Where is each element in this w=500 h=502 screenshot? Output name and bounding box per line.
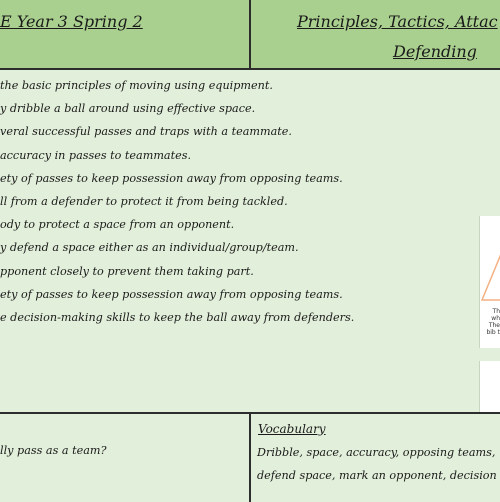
objective-item: ety of passes to keep possession away from opposing teams.	[0, 171, 343, 185]
vocabulary-line-2: defend space, mark an opponent, decision	[257, 469, 497, 482]
objective-item: the basic principles of moving using equipment.	[0, 79, 273, 92]
objective-item: ody to protect a space from an opponent.	[0, 218, 235, 232]
topic-title-line2: Defending	[393, 42, 477, 61]
objective-item: ll from a defender to protect it from being tackled.	[0, 194, 288, 208]
objective-item: y defend a space either as an individual/group/team.	[0, 241, 299, 255]
diagram-card-triangle	[479, 216, 500, 348]
key-question: lly pass as a team?	[0, 444, 107, 457]
topic-title-line1: Principles, Tactics, Attac	[297, 12, 498, 31]
header-band	[0, 0, 500, 70]
vocabulary-line-1: Dribble, space, accuracy, opposing teams,	[257, 446, 496, 459]
unit-title: E Year 3 Spring 2	[0, 12, 143, 31]
objective-item: accuracy in passes to teammates.	[0, 148, 192, 162]
card1-caption-3: The	[488, 322, 500, 329]
vocabulary-heading: Vocabulary	[258, 422, 326, 436]
objective-item: pponent closely to prevent them taking part.	[0, 264, 254, 278]
learning-objectives-panel	[0, 70, 500, 412]
objective-item: y dribble a ball around using effective space.	[0, 102, 256, 116]
bottom-strip	[0, 412, 500, 502]
objective-item: e decision-making skills to keep the ball away from defenders.	[0, 310, 355, 324]
objective-item: veral successful passes and traps with a teammate.	[0, 125, 292, 139]
bottom-divider	[249, 414, 251, 502]
header-divider	[249, 0, 251, 68]
card1-caption-2: wh	[491, 315, 500, 322]
objective-item: ety of passes to keep possession away from opposing teams.	[0, 287, 343, 301]
card1-caption-1: Th	[492, 308, 500, 315]
card1-caption-4: bib t	[486, 329, 500, 336]
objectives-list	[0, 74, 480, 329]
